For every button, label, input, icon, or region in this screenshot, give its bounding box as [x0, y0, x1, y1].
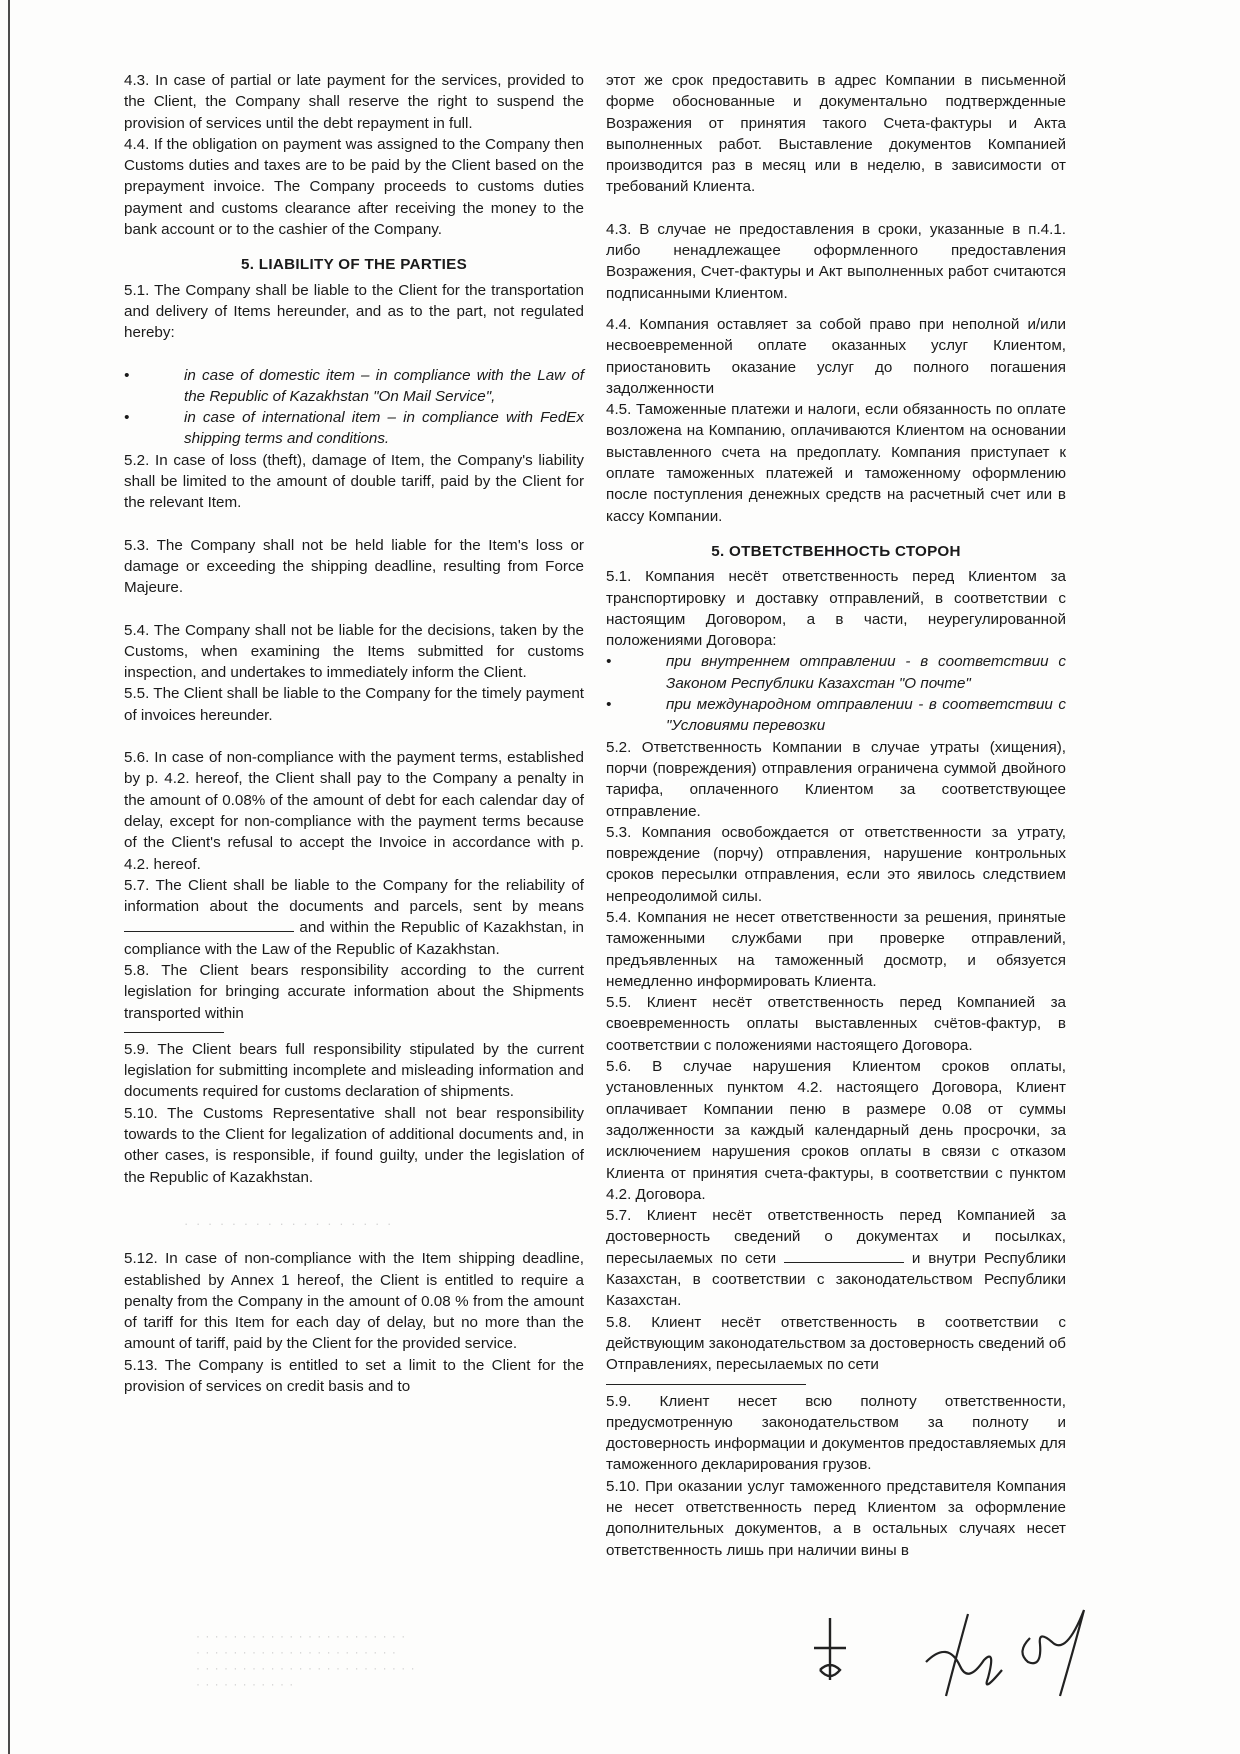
bullet-text: при внутреннем отправлении - в соответствии с Законом Республики Казахстан "О почте" — [666, 653, 1066, 692]
clause-5-12-en: 5.12. In case of non-compliance with the Item shipping deadline, established by Annex 1 hereof, the Client is entitled to require a penalty from the Company in the amount of 0.08 % from the amount of tariff for this Item for each day of delay, but no more than the amount of tariff, paid by the Client for the provided service. — [124, 1250, 584, 1353]
clause-5-13-en: 5.13. The Company is entitled to set a limit to the Client for the provision of services on credit basis and to — [124, 1356, 584, 1396]
bullet-text: in case of international item – in compliance with FedEx shipping terms and conditions. — [184, 409, 584, 448]
clause-5-7-ru — [606, 1205, 1066, 1311]
clause-5-9-ru: 5.9. Клиент несет всю полноту ответственности, предусмотренную законодательством за полноту и достоверность информации и документов предоставляемых для таможенного декларирования грузов. — [606, 1392, 1066, 1474]
clause-4-5-ru: 4.5. Таможенные платежи и налоги, если обязанность по оплате возложена на Компанию, оплачиваются Клиентом на основании выставленного счета на предоплату. Компания приступает к оплате таможенных платежей и таможенному оформлению после поступления денежных средств на расчетный счет или в кассу Компании. — [606, 401, 1066, 525]
clause-5-3-en: 5.3. The Company shall not be held liable for the Item's loss or damage or exceeding the shipping deadline, resulting from Force Majeure. — [124, 536, 584, 597]
clause-5-1-ru: 5.1. Компания несёт ответственность перед Клиентом за транспортировку и доставку отправлений, в соответствии с настоящим Договором, а в части, неурегулированной положениями Договора: — [606, 568, 1066, 650]
clause-text: 5.7. The Client shall be liable to the Company for the reliability of information about the documents and parcels, sent by means — [124, 876, 584, 916]
clause-4-3-en: 4.3. In case of partial or late payment for the services, provided to the Client, the Company shall reserve the right to suspend the provision of services until the debt repayment in full. — [124, 72, 584, 132]
clause-5-6-en: 5.6. In case of non-compliance with the payment terms, established by p. 4.2. hereof, the Client shall pay to the Company a penalty in the amount of 0.08% of the amount of debt for each calendar day of delay, except for non-compliance with the payment terms because of the Client's refusal to accept the Invoice in accordance with p. 4.2. hereof. — [124, 749, 584, 873]
blank-line — [606, 1376, 806, 1385]
clause-continuation-ru: этот же срок предоставить в адрес Компании в письменной форме обоснованные и документально подтвержденные Возражения от принятия такого Счета-фактуры и Акта выполненных работ. Выставление документов Компанией производится раз в месяц или в неделю, в зависимости от требований Клиента. — [606, 72, 1066, 196]
scan-edge-line — [8, 0, 10, 1754]
bullet-text: при международном отправлении - в соответствии с "Условиями перевозки — [666, 696, 1066, 735]
bullet-domestic-en: • in case of domestic item – in compliance with the Law of the Republic of Kazakhstan "On Mail Service", — [124, 365, 584, 408]
clause-4-3-ru: 4.3. В случае не предоставления в сроки, указанные в п.4.1. либо ненадлежащее оформленного предоставления Возражения, Счет-фактуры и Акт выполненных работ считаются подписанными Клиентом. — [606, 220, 1066, 302]
faded-illegible-line: · · · · · · · · · · · · · · · · · · — [184, 1215, 394, 1231]
clause-5-7-en — [124, 875, 584, 960]
signature-two — [1010, 1600, 1100, 1720]
signature-one — [918, 1600, 1008, 1720]
clause-5-4-en: 5.4. The Company shall not be liable for the decisions, taken by the Customs, when examining the Items submitted for customs inspection, and undertakes to immediately inform the Client. — [124, 621, 584, 682]
clause-text: 5.7. Клиент несёт ответственность перед Компанией за достоверность сведений о документах и посылках, пересылаемых по сети — [606, 1207, 1066, 1267]
clause-5-2-ru: 5.2. Ответственность Компании в случае утраты (хищения), порчи (повреждения) отправления ограничена суммой двойного тарифа, оплаченного Клиентом за соответствующее отправление. — [606, 738, 1066, 820]
clause-5-10-ru: 5.10. При оказании услуг таможенного представителя Компания не несет ответственность перед Клиентом за оформление дополнительных документов, а в остальных случаях несет ответственность лишь при наличии вины в — [606, 1477, 1066, 1559]
clause-5-1-en: 5.1. The Company shall be liable to the Client for the transportation and delivery of Items hereunder, and as to the part, not regulated hereby: — [124, 281, 584, 342]
clause-4-4-ru: 4.4. Компания оставляет за собой право при неполной и/или несвоевременной оплате оказанных услуг Клиентом, приостановить оказание услуг до полного погашения задолженности — [606, 315, 1066, 397]
clause-5-6-ru: 5.6. В случае нарушения Клиентом сроков оплаты, установленных пунктом 4.2. настоящего Договора, Клиент оплачивает Компании пеню в размере 0.08 от суммы задолженности за каждый календарный день просрочки, за исключением нарушения сроков оплаты в связи с отказом Клиента от принятия счета-фактуры, в соответствии с пунктом 4.2. Договора. — [606, 1058, 1066, 1203]
clause-5-5-ru: 5.5. Клиент несёт ответственность перед Компанией за своевременность оплаты выставленных счётов-фактур, в соответствии с положениями настоящего Договора. — [606, 994, 1066, 1054]
clause-5-9-en: 5.9. The Client bears full responsibility stipulated by the current legislation for submitting incomplete and misleading information and documents required for customs declaration of shipments. — [124, 1040, 584, 1101]
clause-5-3-ru: 5.3. Компания освобождается от ответственности за утрату, повреждение (порчу) отправления, нарушение контрольных сроков пересылки отправления, если это явилось следствием непреодолимой силы. — [606, 823, 1066, 905]
bullet-text: in case of domestic item – in compliance with the Law of the Republic of Kazakhstan "On Mail Service", — [184, 366, 584, 405]
clause-5-2-en: 5.2. In case of loss (theft), damage of Item, the Company's liability shall be limited to the amount of double tariff, paid by the Client for the relevant Item. — [124, 451, 584, 512]
blank-line — [784, 1248, 904, 1263]
clause-5-4-ru: 5.4. Компания не несет ответственности за решения, принятые таможенными службами при проверке отправлений, предъявленных на таможенный досмотр, и обязуется немедленно информировать Клиента. — [606, 908, 1066, 990]
faded-stamp: · · · · · · · · · · · · · · · · · · · · · · · · · · · · · · · · · · · · · · · · · · · · · · · · · · · · · · · · · · · · · · · · · · · · · · · · · · · · · · · · — [196, 1629, 416, 1691]
clause-5-8-en: 5.8. The Client bears responsibility according to the current legislation for bringing accurate information about the Shipments transported within — [124, 961, 584, 1022]
blank-line — [124, 1024, 224, 1033]
clause-5-8-ru: 5.8. Клиент несёт ответственность в соответствии с действующим законодательством за достоверность сведений об Отправлениях, пересылаемых по сети — [606, 1313, 1066, 1374]
clause-4-4-en: 4.4. If the obligation on payment was assigned to the Company then Customs duties and taxes are to be paid by the Client based on the prepayment invoice. The Company proceeds to customs duties payment and customs clearance after receiving the money to the bank account or to the cashier of the Company. — [124, 135, 584, 239]
blank-line — [124, 917, 294, 932]
section-heading-ru: 5. ОТВЕТСТВЕННОСТЬ СТОРОН — [711, 542, 961, 560]
section-heading-en: 5. LIABILITY OF THE PARTIES — [240, 256, 468, 274]
bullet-international-en: • in case of international item – in compliance with FedEx shipping terms and conditions. — [124, 407, 584, 450]
bullet-domestic-ru: • при внутреннем отправлении - в соответствии с Законом Республики Казахстан "О почте" — [606, 651, 1066, 694]
clause-5-10-en: 5.10. The Customs Representative shall not bear responsibility towards to the Client for legalization of additional documents and, in other cases, is responsible, if found guilty, under the legislation of the Republic of Kazakhstan. — [124, 1104, 584, 1186]
clause-text: и внутри Республики Казахстан, в соответствии с законодательством Республики Казахстан. — [606, 1249, 1066, 1310]
english-column — [124, 70, 584, 1397]
bullet-international-ru: • при международном отправлении - в соответствии с "Условиями перевозки — [606, 694, 1066, 737]
initial-mark-signature — [800, 1600, 860, 1720]
russian-column — [606, 70, 1066, 1561]
clause-text: and within the Republic of Kazakhstan, in compliance with the Law of the Republic of Kazakhstan. — [124, 919, 584, 958]
clause-5-5-en: 5.5. The Client shall be liable to the Company for the timely payment of invoices hereunder. — [124, 685, 584, 724]
